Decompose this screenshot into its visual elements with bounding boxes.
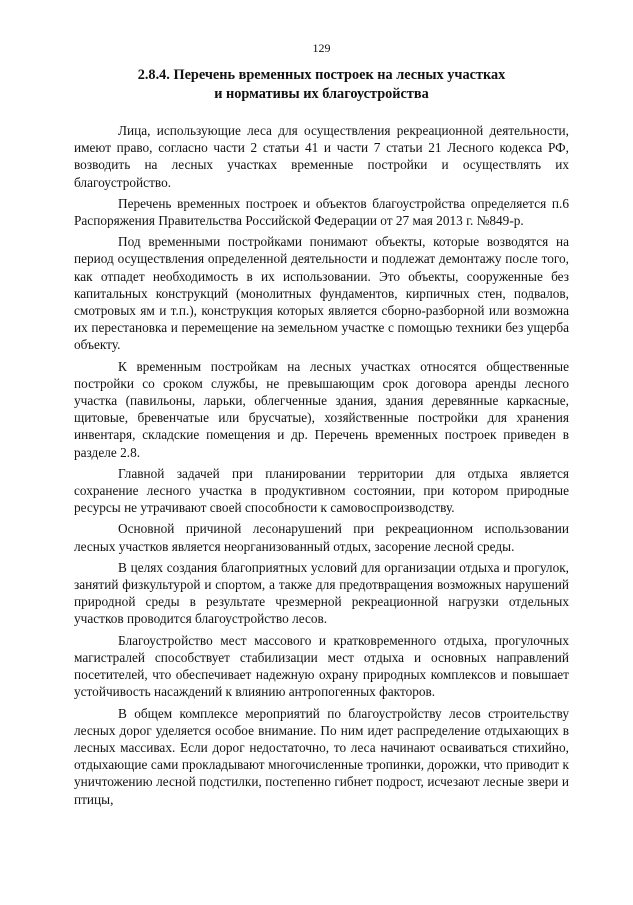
body-text — [74, 122, 569, 808]
paragraph-forest-roads: В общем комплексе мероприятий по благоустройству лесов строительству лесных дорог уделяется особое внимание. По ним идет распределение отдыхающих в лесных массивах. Если дорог недостаточно, то леса начинают осваиваться стихийно, отдыхающие сами прокладывают многочисленные тропинки, дорожки, что приводит к уничтожению лесной подстилки, постепенно гибнет подрост, исчезают лесные звери и птицы, — [74, 705, 569, 807]
section-title-line-2: и нормативы их благоустройства — [214, 86, 429, 102]
section-title — [74, 66, 569, 104]
paragraph-violations-cause: Основной причиной лесонарушений при рекреационном использовании лесных участков является неорганизованный отдых, засорение лесной среды. — [74, 521, 569, 554]
paragraph-regulation: Перечень временных построек и объектов благоустройства определяется п.6 Распоряжения Правительства Российской Федерации от 27 мая 2013 г. №849-р. — [74, 195, 569, 229]
section-title-line-1: 2.8.4. Перечень временных построек на лесных участках — [137, 67, 506, 83]
paragraph-temporary-buildings-types: К временным постройкам на лесных участках относятся общественные постройки со сроком службы, не превышающим срок договора аренды лесного участка (павильоны, ларьки, облегченные здания, здания деревянные каркасные, щитовые, бревенчатые или брусчатые), хозяйственные постройки для хранения инвентаря, складские помещения и др. Перечень временных построек приведен в разделе 2.8. — [74, 358, 569, 460]
paragraph-main-task: Главной задачей при планировании территории для отдыха является сохранение лесного участка в продуктивном состоянии, при котором природные ресурсы не утрачивают своей способности к самовоспроизводству. — [74, 465, 569, 516]
page-number: 129 — [312, 41, 331, 55]
paragraph-rights: Лица, использующие леса для осуществления рекреационной деятельности, имеют право, согласно части 2 статьи 41 и части 7 статьи 21 Лесного кодекса РФ, возводить на лесных участках временные постройки и осуществлять их благоустройство. — [74, 123, 569, 190]
paragraph-landscaping-effect: Благоустройство мест массового и кратковременного отдыха, прогулочных магистралей способствует стабилизации мест отдыха и основных направлений посетителей, что обеспечивает надежную охрану природных комплексов и повышает устойчивость насаждений к влиянию антропогенных факторов. — [74, 632, 569, 700]
paragraph-temporary-buildings-definition: Под временными постройками понимают объекты, которые возводятся на период осуществления определенной деятельности и подлежат демонтажу после того, как отпадет необходимость в их использовании. Это объекты, сооруженные без капитальных конструкций (монолитных фундаментов, кирпичных стен, подвалов, смотровых ям и т.п.), конструкция которых является сборно-разборной или возможна их перестановка и перемещение на земельном участке с помощью техники без ущерба объекту. — [74, 234, 569, 353]
paragraph-favorable-conditions: В целях создания благоприятных условий для организации отдыха и прогулок, занятий физкультурой и спортом, а также для предотвращения возможных нарушений природной среды в результате чрезмерной рекреационной нагрузки отдельных участков проводится благоустройство лесов. — [74, 559, 569, 627]
